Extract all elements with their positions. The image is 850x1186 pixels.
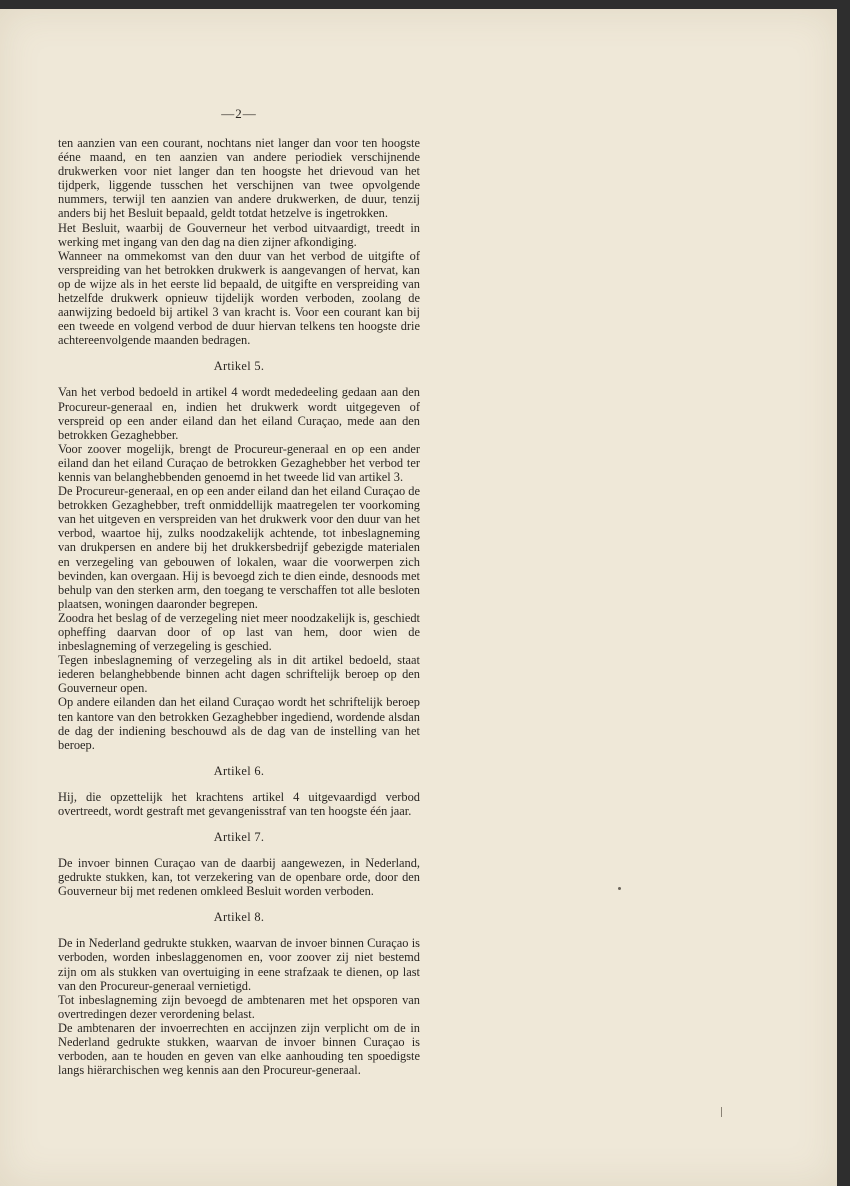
paragraph: De ambtenaren der invoerrechten en accijnzen zijn verplicht om de in Nederland gedrukte stukken, waarvan de invoer binnen Curaçao is verboden, aan te houden en geven van elke aanhouding ten spoedigste langs hiërarchischen weg kennis aan den Procureur-generaal.: [58, 1020, 420, 1078]
article-heading: Artikel 7.: [213, 830, 265, 845]
article-5: [58, 359, 420, 751]
paragraph: De invoer binnen Curaçao van de daarbij aangewezen, in Nederland, gedrukte stukken, kan, tot verzekering van de openbare orde, door den Gouverneur bij met redenen omkleed Besluit worden verboden.: [58, 856, 420, 899]
article-8: [58, 910, 420, 1077]
article-7: [58, 830, 420, 898]
intro-section: [58, 136, 420, 347]
paragraph: Het Besluit, waarbij de Gouverneur het verbod uitvaardigt, treedt in werking met ingang van den dag na dien zijner afkondiging.: [58, 220, 420, 249]
article-heading: Artikel 6.: [213, 763, 265, 778]
paragraph: ten aanzien van een courant, nochtans niet langer dan voor ten hoogste ééne maand, en ten aanzien van andere periodiek verschijnende drukwerken voor niet langer dan ten hoogste het drievoud van het tijdperk, liggende tusschen het verschijnen van twee opvolgende nummers, terwijl ten aanzien van andere drukwerken, de duur, tenzij anders bij het Besluit bepaald, geldt totdat hetzelve is ingetrokken.: [58, 136, 420, 221]
article-heading: Artikel 8.: [213, 910, 265, 925]
document-page: [0, 9, 837, 1186]
paragraph: Tot inbeslagneming zijn bevoegd de ambtenaren met het opsporen van overtredingen dezer verordening belast.: [58, 992, 420, 1021]
paragraph: Zoodra het beslag of de verzegeling niet meer noodzakelijk is, geschiedt opheffing daarvan door of op last van hem, door wien de inbeslagneming of verzegeling is geschied.: [58, 610, 420, 654]
paragraph: Van het verbod bedoeld in artikel 4 wordt mededeeling gedaan aan den Procureur-generaal en, indien het drukwerk wordt uitgegeven of verspreid op een ander eiland dan het eiland Curaçao, mede aan den betrokken Gezaghebber.: [58, 385, 420, 442]
paragraph: Op andere eilanden dan het eiland Curaçao wordt het schriftelijk beroep ten kantore van den betrokken Gezaghebber ingediend, wordende alsdan de dag der indiening beschouwd als de dag van de instelling van het beroep.: [58, 695, 420, 752]
text-column: [58, 106, 420, 1077]
paper-mark: [721, 1107, 722, 1117]
paragraph: Tegen inbeslagneming of verzegeling als in dit artikel bedoeld, staat iederen belanghebbende binnen acht dagen schriftelijk beroep op den Gouverneur open.: [58, 653, 420, 696]
paragraph: De in Nederland gedrukte stukken, waarvan de invoer binnen Curaçao is verboden, worden inbeslaggenomen en, voor zoover zij niet bestemd zijn om als stukken van overtuiging in eene strafzaak te dienen, op last van den Procureur-generaal vernietigd.: [58, 936, 420, 993]
paper-speck: [618, 887, 621, 890]
article-6: [58, 764, 420, 818]
paragraph: Voor zoover mogelijk, brengt de Procureur-generaal en op een ander eiland dan het eiland Curaçao de betrokken Gezaghebber het verbod ter kennis van belanghebbenden genoemd in het tweede lid van artikel 3.: [58, 441, 420, 484]
paragraph: Wanneer na ommekomst van den duur van het verbod de uitgifte of verspreiding van het betrokken drukwerk is aangevangen of hervat, kan op de wijze als in het eerste lid bepaald, de uitgifte en verspreiding van hetzelfde drukwerk opnieuw tijdelijk worden verboden, zoolang de aanwijzing bedoeld bij artikel 3 van kracht is. Voor een courant kan bij een tweede en volgend verbod de duur hiervan telkens ten hoogste drie achtereenvolgende maanden bedragen.: [58, 248, 420, 348]
page-number: —2—: [221, 106, 257, 121]
paragraph: Hij, die opzettelijk het krachtens artikel 4 uitgevaardigd verbod overtreedt, wordt gestraft met gevangenisstraf van ten hoogste één jaar.: [58, 789, 420, 818]
article-heading: Artikel 5.: [213, 359, 265, 374]
paragraph: De Procureur-generaal, en op een ander eiland dan het eiland Curaçao de betrokken Gezaghebber, treft onmiddellijk maatregelen ter voorkoming van het uitgeven en verspreiden van het drukwerk voor den duur van het verbod, waartoe hij, zulks noodzakelijk achtende, tot inbeslagneming van drukpersen en andere bij het drukkersbedrijf gebezigde materialen en verzegeling van gebouwen of lokalen, waar die voorwerpen zich bevinden, kan overgaan. Hij is bevoegd zich te dien einde, desnoods met behulp van den sterken arm, den toegang te verschaffen tot alle besloten plaatsen, woningen daaronder begrepen.: [58, 484, 420, 611]
